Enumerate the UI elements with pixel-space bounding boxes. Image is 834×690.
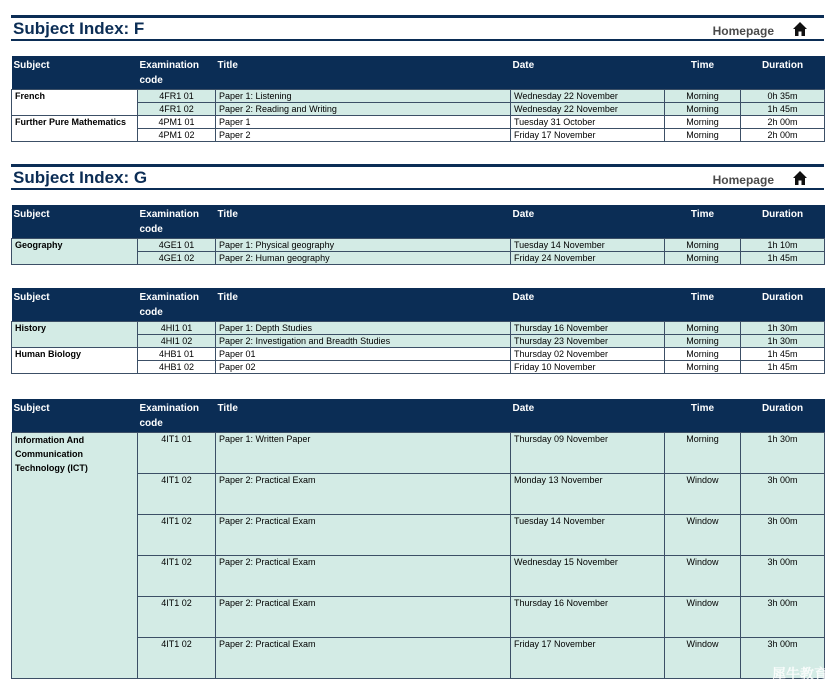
- code-cell: 4PM1 01: [138, 116, 216, 129]
- time-cell: Morning: [665, 433, 741, 474]
- code-cell: 4IT1 02: [138, 556, 216, 597]
- table-row: [12, 116, 825, 129]
- title-cell: Paper 2: Practical Exam: [216, 556, 511, 597]
- date-cell: Friday 17 November: [511, 638, 665, 679]
- title-cell: Paper 2: Practical Exam: [216, 597, 511, 638]
- title-cell: Paper 1: Listening: [216, 90, 511, 103]
- subject-cell: History: [12, 322, 138, 348]
- time-cell: Morning: [665, 116, 741, 129]
- section-title: Subject Index: G: [13, 168, 148, 187]
- duration-cell: 2h 00m: [741, 129, 825, 142]
- date-cell: Monday 13 November: [511, 474, 665, 515]
- duration-cell: 0h 35m: [741, 90, 825, 103]
- date-cell: Wednesday 15 November: [511, 556, 665, 597]
- code-cell: 4HB1 01: [138, 348, 216, 361]
- col-time: Time: [665, 56, 741, 90]
- table-row: [12, 90, 825, 103]
- code-cell: 4IT1 02: [138, 474, 216, 515]
- code-cell: 4IT1 02: [138, 597, 216, 638]
- title-cell: Paper 2: [216, 129, 511, 142]
- time-cell: Morning: [665, 239, 741, 252]
- title-cell: Paper 2: Practical Exam: [216, 638, 511, 679]
- time-cell: Morning: [665, 361, 741, 374]
- duration-cell: 3h 00m: [741, 515, 825, 556]
- time-cell: Window: [665, 474, 741, 515]
- subject-cell: Information And Communication Technology (ICT): [12, 433, 138, 679]
- duration-cell: 3h 00m: [741, 638, 825, 679]
- col-title: Title: [216, 399, 511, 433]
- title-cell: Paper 2: Investigation and Breadth Studies: [216, 335, 511, 348]
- title-cell: Paper 1: [216, 116, 511, 129]
- title-cell: Paper 02: [216, 361, 511, 374]
- date-cell: Thursday 16 November: [511, 597, 665, 638]
- col-title: Title: [216, 205, 511, 239]
- col-duration: Duration: [741, 399, 825, 433]
- duration-cell: 1h 45m: [741, 252, 825, 265]
- table-header-row: [12, 399, 825, 433]
- title-cell: Paper 1: Written Paper: [216, 433, 511, 474]
- col-subject: Subject: [12, 399, 138, 433]
- duration-cell: 2h 00m: [741, 116, 825, 129]
- title-cell: Paper 2: Practical Exam: [216, 474, 511, 515]
- time-cell: Morning: [665, 348, 741, 361]
- time-cell: Window: [665, 638, 741, 679]
- duration-cell: 3h 00m: [741, 474, 825, 515]
- duration-cell: 1h 45m: [741, 361, 825, 374]
- col-subject: Subject: [12, 56, 138, 90]
- title-cell: Paper 01: [216, 348, 511, 361]
- title-cell: Paper 1: Physical geography: [216, 239, 511, 252]
- exam-table-geography: [11, 205, 825, 265]
- code-cell: 4HB1 02: [138, 361, 216, 374]
- col-date: Date: [511, 205, 665, 239]
- date-cell: Tuesday 14 November: [511, 515, 665, 556]
- subject-cell: French: [12, 90, 138, 116]
- date-cell: Tuesday 14 November: [511, 239, 665, 252]
- col-date: Date: [511, 288, 665, 322]
- code-cell: 4PM1 02: [138, 129, 216, 142]
- col-duration: Duration: [741, 56, 825, 90]
- col-code: Examination code: [138, 288, 216, 322]
- code-cell: 4IT1 02: [138, 638, 216, 679]
- date-cell: Friday 24 November: [511, 252, 665, 265]
- time-cell: Window: [665, 556, 741, 597]
- date-cell: Wednesday 22 November: [511, 90, 665, 103]
- table-header-row: [12, 205, 825, 239]
- exam-table-ict: [11, 399, 825, 679]
- code-cell: 4FR1 02: [138, 103, 216, 116]
- code-cell: 4GE1 01: [138, 239, 216, 252]
- home-icon[interactable]: [792, 21, 808, 37]
- time-cell: Morning: [665, 322, 741, 335]
- time-cell: Morning: [665, 90, 741, 103]
- home-icon[interactable]: [792, 170, 808, 186]
- time-cell: Window: [665, 597, 741, 638]
- subject-cell: Geography: [12, 239, 138, 265]
- duration-cell: 3h 00m: [741, 556, 825, 597]
- duration-cell: 1h 45m: [741, 348, 825, 361]
- subject-cell: Further Pure Mathematics: [12, 116, 138, 142]
- time-cell: Morning: [665, 252, 741, 265]
- col-subject: Subject: [12, 288, 138, 322]
- col-time: Time: [665, 399, 741, 433]
- date-cell: Friday 10 November: [511, 361, 665, 374]
- col-code: Examination code: [138, 56, 216, 90]
- col-code: Examination code: [138, 399, 216, 433]
- date-cell: Thursday 16 November: [511, 322, 665, 335]
- table-header-row: [12, 288, 825, 322]
- date-cell: Thursday 09 November: [511, 433, 665, 474]
- section-title: Subject Index: F: [13, 19, 145, 38]
- section-header-g: [11, 164, 824, 190]
- col-subject: Subject: [12, 205, 138, 239]
- col-date: Date: [511, 56, 665, 90]
- title-cell: Paper 1: Depth Studies: [216, 322, 511, 335]
- title-cell: Paper 2: Human geography: [216, 252, 511, 265]
- table-row: [12, 348, 825, 361]
- col-time: Time: [665, 288, 741, 322]
- duration-cell: 1h 30m: [741, 322, 825, 335]
- title-cell: Paper 2: Reading and Writing: [216, 103, 511, 116]
- table-row: [12, 433, 825, 474]
- time-cell: Morning: [665, 103, 741, 116]
- subject-cell: Human Biology: [12, 348, 138, 374]
- col-date: Date: [511, 399, 665, 433]
- date-cell: Wednesday 22 November: [511, 103, 665, 116]
- table-row: [12, 239, 825, 252]
- code-cell: 4IT1 01: [138, 433, 216, 474]
- code-cell: 4FR1 01: [138, 90, 216, 103]
- duration-cell: 1h 30m: [741, 335, 825, 348]
- code-cell: 4GE1 02: [138, 252, 216, 265]
- homepage-link[interactable]: Homepage: [712, 24, 774, 38]
- date-cell: Thursday 02 November: [511, 348, 665, 361]
- homepage-link[interactable]: Homepage: [712, 173, 774, 187]
- date-cell: Thursday 23 November: [511, 335, 665, 348]
- title-cell: Paper 2: Practical Exam: [216, 515, 511, 556]
- col-title: Title: [216, 56, 511, 90]
- col-code: Examination code: [138, 205, 216, 239]
- col-duration: Duration: [741, 288, 825, 322]
- date-cell: Tuesday 31 October: [511, 116, 665, 129]
- code-cell: 4HI1 02: [138, 335, 216, 348]
- col-time: Time: [665, 205, 741, 239]
- duration-cell: 1h 10m: [741, 239, 825, 252]
- duration-cell: 1h 45m: [741, 103, 825, 116]
- time-cell: Morning: [665, 335, 741, 348]
- time-cell: Morning: [665, 129, 741, 142]
- code-cell: 4IT1 02: [138, 515, 216, 556]
- exam-table-f: [11, 56, 825, 142]
- col-title: Title: [216, 288, 511, 322]
- exam-table-history: [11, 288, 825, 374]
- duration-cell: 3h 00m: [741, 597, 825, 638]
- date-cell: Friday 17 November: [511, 129, 665, 142]
- table-header-row: [12, 56, 825, 90]
- code-cell: 4HI1 01: [138, 322, 216, 335]
- section-header-f: [11, 15, 824, 41]
- time-cell: Window: [665, 515, 741, 556]
- watermark: 犀牛教育: [772, 666, 828, 682]
- col-duration: Duration: [741, 205, 825, 239]
- duration-cell: 1h 30m: [741, 433, 825, 474]
- table-row: [12, 322, 825, 335]
